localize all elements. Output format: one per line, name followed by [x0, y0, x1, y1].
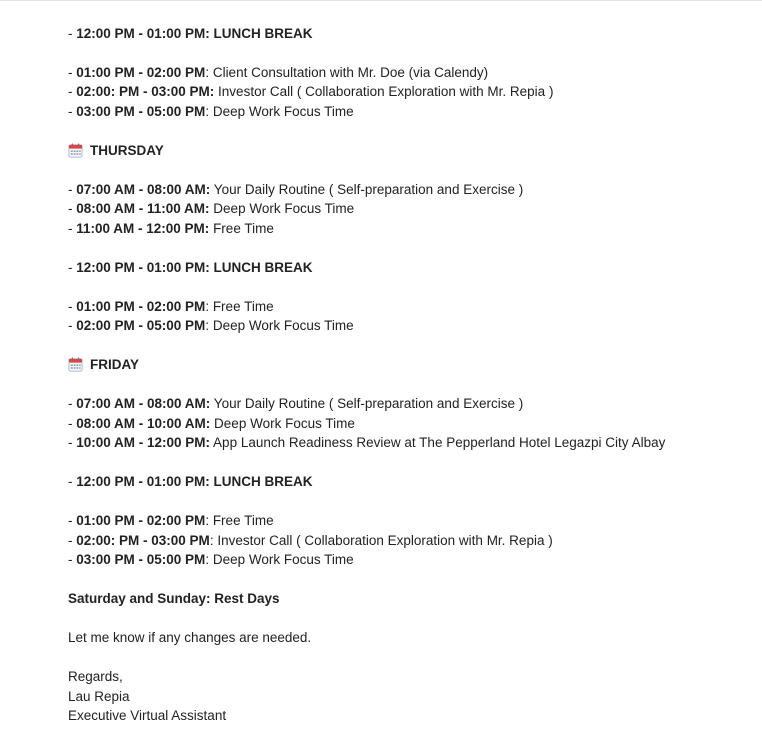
row-prefix: -	[68, 182, 77, 197]
row-text: Investor Call ( Collaboration Exploration with Mr. Repia )	[214, 84, 554, 99]
row-text: : Deep Work Focus Time	[205, 318, 354, 333]
schedule-row	[68, 512, 274, 530]
row-text: : Free Time	[205, 299, 274, 314]
schedule-row	[68, 473, 313, 491]
schedule-row	[68, 25, 313, 43]
row-time: 01:00 PM - 02:00 PM	[76, 513, 206, 528]
day-heading-thursday	[68, 142, 164, 160]
schedule-row	[68, 259, 313, 277]
weekend-label: Saturday and Sunday: Rest Days	[68, 591, 280, 606]
row-text: : Deep Work Focus Time	[205, 552, 354, 567]
row-prefix: -	[68, 474, 77, 489]
row-prefix: -	[68, 201, 77, 216]
row-time: 07:00 AM - 08:00 AM:	[76, 396, 211, 411]
signature-title: Executive Virtual Assistant	[68, 708, 227, 723]
row-prefix: -	[68, 416, 77, 431]
row-text: Deep Work Focus Time	[210, 416, 355, 431]
row-prefix: -	[68, 513, 77, 528]
row-text: : Free Time	[205, 513, 274, 528]
row-time: 12:00 PM - 01:00 PM: LUNCH BREAK	[76, 260, 313, 275]
calendar-icon	[68, 143, 83, 158]
schedule-row	[68, 103, 354, 121]
row-time: 12:00 PM - 01:00 PM: LUNCH BREAK	[76, 474, 313, 489]
row-prefix: -	[68, 396, 77, 411]
row-time: 08:00 AM - 10:00 AM:	[76, 416, 211, 431]
row-prefix: -	[68, 65, 77, 80]
schedule-row	[68, 83, 553, 101]
clipped-previous-line	[68, 0, 628, 3]
row-time: 03:00 PM - 05:00 PM	[76, 104, 206, 119]
weekend-note	[68, 590, 280, 608]
schedule-row	[68, 415, 355, 433]
schedule-row	[68, 64, 488, 82]
row-text: Your Daily Routine ( Self-preparation and Exercise )	[210, 396, 524, 411]
row-text: Free Time	[209, 221, 274, 236]
row-time: 12:00 PM - 01:00 PM: LUNCH BREAK	[76, 26, 313, 41]
schedule-row	[68, 532, 553, 550]
row-time: 08:00 AM - 11:00 AM:	[76, 201, 210, 216]
row-time: 02:00 PM - 05:00 PM	[76, 318, 206, 333]
row-time: 10:00 AM - 12:00 PM:	[76, 435, 211, 450]
row-text: : Client Consultation with Mr. Doe (via Calendy)	[205, 65, 489, 80]
schedule-row	[68, 434, 665, 452]
row-time: 03:00 PM - 05:00 PM	[76, 552, 206, 567]
row-prefix: -	[68, 318, 77, 333]
row-time: 01:00 PM - 02:00 PM	[76, 65, 206, 80]
row-time: 02:00: PM - 03:00 PM	[76, 533, 210, 548]
row-prefix: -	[68, 435, 77, 450]
schedule-row	[68, 298, 274, 316]
row-prefix: -	[68, 221, 77, 236]
row-prefix: -	[68, 299, 77, 314]
row-prefix: -	[68, 260, 77, 275]
schedule-row	[68, 200, 354, 218]
row-text: App Launch Readiness Review at The Pepperland Hotel Legazpi City Albay	[210, 435, 666, 450]
row-time: 07:00 AM - 08:00 AM:	[76, 182, 211, 197]
row-prefix: -	[68, 533, 77, 548]
row-prefix: -	[68, 84, 77, 99]
schedule-row	[68, 395, 523, 413]
signature-regards: Regards,	[68, 669, 123, 684]
schedule-row	[68, 551, 354, 569]
day-heading-label: THURSDAY	[90, 143, 164, 158]
row-prefix: -	[68, 552, 77, 567]
row-text: Your Daily Routine ( Self-preparation and Exercise )	[210, 182, 524, 197]
day-heading-friday	[68, 356, 139, 374]
signature-name: Lau Repia	[68, 689, 130, 704]
schedule-row	[68, 220, 274, 238]
row-text: : Deep Work Focus Time	[205, 104, 354, 119]
row-prefix: -	[68, 104, 77, 119]
schedule-row	[68, 181, 523, 199]
closing-line: Let me know if any changes are needed.	[68, 630, 312, 645]
row-time: 02:00: PM - 03:00 PM:	[76, 84, 215, 99]
row-time: 11:00 AM - 12:00 PM:	[76, 221, 210, 236]
day-heading-label: FRIDAY	[90, 357, 140, 372]
row-time: 01:00 PM - 02:00 PM	[76, 299, 206, 314]
schedule-row	[68, 317, 354, 335]
calendar-icon	[68, 357, 83, 372]
row-prefix: -	[68, 26, 77, 41]
row-text: : Investor Call ( Collaboration Exploration with Mr. Repia )	[209, 533, 553, 548]
row-text: Deep Work Focus Time	[209, 201, 355, 216]
